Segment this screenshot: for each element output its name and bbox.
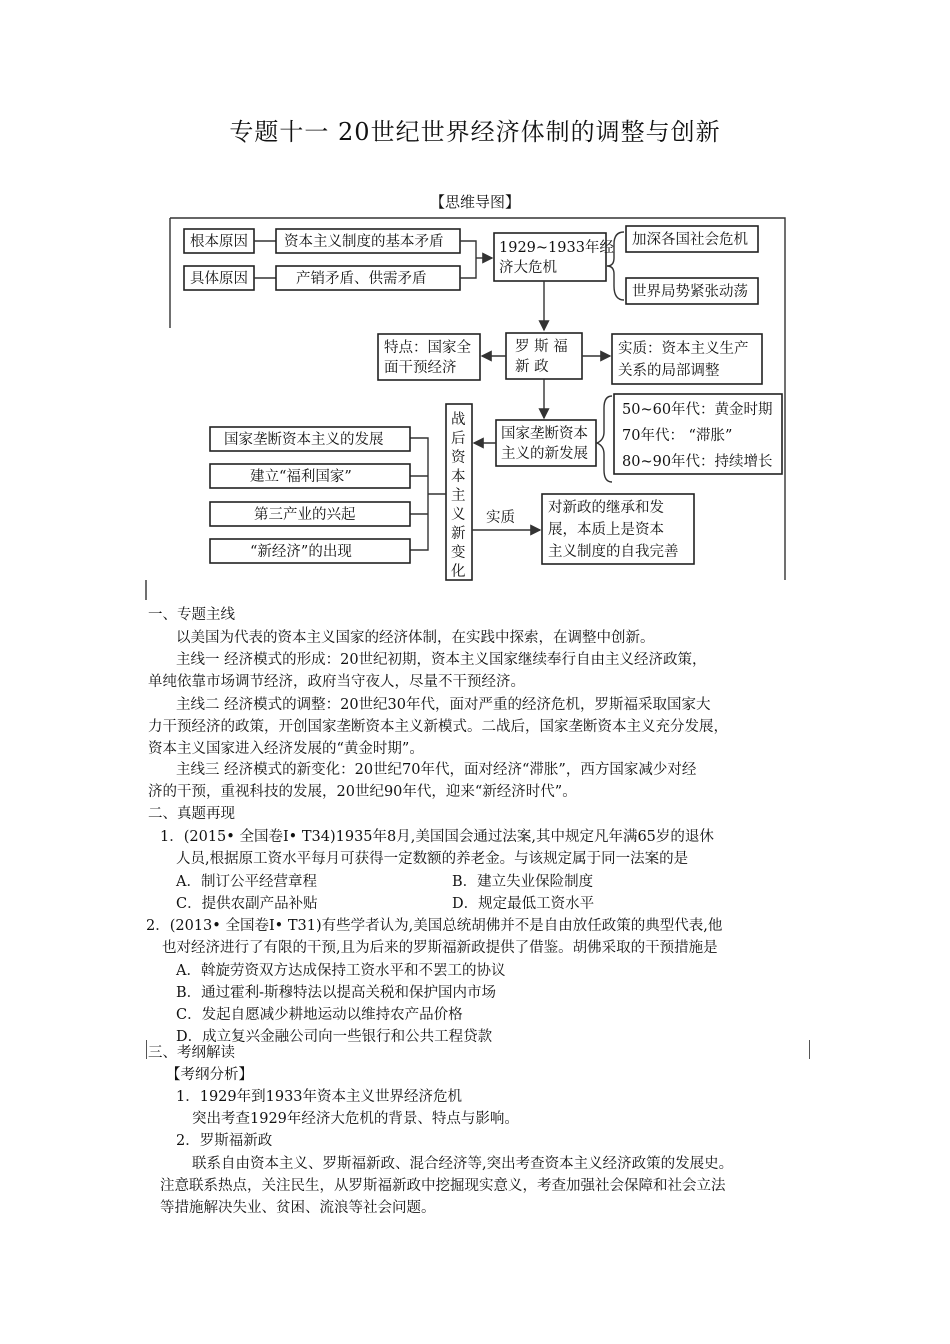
left3: 第三产业的兴起: [254, 507, 356, 523]
feature-l1: 特点：国家全: [384, 340, 471, 356]
inherit-l2: 展，本质上是资本: [548, 522, 664, 538]
q2-option-d: D．成立复兴金融公司向一些银行和公共工程贷款: [176, 1029, 493, 1045]
essence-arrow-label: 实质: [486, 510, 515, 526]
direct-cause: 产销矛盾、供需矛盾: [296, 271, 427, 287]
essence-l2: 关系的局部调整: [618, 363, 720, 379]
mind-map-diagram: [0, 0, 950, 600]
q1-option-c: C．提供农副产品补贴: [176, 896, 318, 912]
essence-l1: 实质：资本主义生产: [618, 341, 749, 357]
period3: 80~90年代：持续增长: [622, 454, 773, 470]
sec1-p2a: 主线二 经济模式的调整：20世纪30年代，面对严重的经济危机，罗斯福采取国家大: [176, 697, 711, 713]
direct-cause-label: 具体原因: [190, 271, 248, 287]
period1: 50~60年代：黄金时期: [622, 402, 773, 418]
root-cause-label: 根本原因: [190, 234, 248, 250]
sec3-item2-c: 等措施解决失业、贫困、流浪等社会问题。: [160, 1200, 436, 1216]
mindmap-label: 【思维导图】: [429, 193, 520, 211]
sec1-p2c: 资本主义国家进入经济发展的“黄金时期”。: [148, 741, 424, 757]
postwar-char: 资: [451, 450, 466, 466]
effect1: 加深各国社会危机: [632, 232, 748, 248]
q2-stem-b: 也对经济进行了有限的干预,且为后来的罗斯福新政提供了借鉴。胡佛采取的干预措施是: [162, 940, 718, 956]
sec1-p3a: 主线三 经济模式的新变化：20世纪70年代，面对经济“滞胀”，西方国家减少对经: [176, 762, 697, 778]
left2: 建立“福利国家”: [250, 469, 352, 485]
q1-stem-a: 1．(2015• 全国卷Ⅰ• T34)1935年8月,美国国会通过法案,其中规定凡年满65岁的退休: [160, 829, 714, 845]
postwar-char: 主: [451, 488, 466, 504]
effect2: 世界局势紧张动荡: [632, 284, 748, 300]
sec2-heading: 二、真题再现: [148, 806, 235, 822]
monopoly-l1: 国家垄断资本: [501, 426, 588, 442]
postwar-char: 本: [451, 469, 466, 485]
monopoly-l2: 主义的新发展: [501, 446, 588, 462]
q1-option-a: A．制订公平经营章程: [176, 874, 317, 890]
feature-l2: 面干预经济: [384, 360, 457, 376]
sec1-p2b: 力干预经济的政策，开创国家垄断资本主义新模式。二战后，国家垄断资本主义充分发展，: [148, 719, 728, 735]
sec3-item2: 2．罗斯福新政: [176, 1133, 273, 1149]
inherit-l1: 对新政的继承和发: [548, 500, 664, 516]
sec1-p1a: 主线一 经济模式的形成：20世纪初期，资本主义国家继续奉行自由主义经济政策，: [176, 652, 707, 668]
postwar-char: 新: [451, 526, 466, 542]
q1-stem-b: 人员,根据原工资水平每月可获得一定数额的养老金。与该规定属于同一法案的是: [176, 851, 689, 867]
postwar-char: 义: [451, 507, 466, 523]
postwar-char: 化: [451, 564, 466, 580]
inherit-l3: 主义制度的自我完善: [548, 544, 679, 560]
sec3-item1: 1．1929年到1933年资本主义世界经济危机: [176, 1089, 463, 1105]
q2-option-b: B．通过霍利-斯穆特法以提高关税和保护国内市场: [176, 985, 497, 1001]
sec3-subheading: 【考纲分析】: [166, 1067, 253, 1083]
sec3-heading-frame: [146, 1040, 810, 1059]
left1: 国家垄断资本主义的发展: [224, 432, 384, 448]
new-deal-l1: 罗 斯 福: [515, 339, 568, 355]
q1-option-b: B．建立失业保险制度: [452, 874, 594, 890]
crisis-l1: 1929~1933年经: [499, 240, 614, 256]
sec1-p1b: 单纯依靠市场调节经济，政府当守夜人，尽量不干预经济。: [148, 674, 525, 690]
q2-stem-a: 2．(2013• 全国卷Ⅰ• T31)有些学者认为,美国总统胡佛并不是自由放任政策的典型代表,他: [146, 918, 723, 934]
q2-option-a: A．斡旋劳资双方达成保持工资水平和不罢工的协议: [176, 963, 506, 979]
postwar-char: 变: [451, 545, 466, 561]
q1-option-d: D．规定最低工资水平: [452, 896, 595, 912]
postwar-char: 后: [451, 431, 466, 447]
left4: “新经济”的出现: [250, 544, 352, 560]
sec3-item2-b: 注意联系热点，关注民生，从罗斯福新政中挖掘现实意义，考查加强社会保障和社会立法: [160, 1178, 726, 1194]
crisis-l2: 济大危机: [499, 260, 557, 276]
postwar-char: 战: [451, 412, 466, 428]
q2-option-c: C．发起自愿减少耕地运动以维持农产品价格: [176, 1007, 463, 1023]
root-cause: 资本主义制度的基本矛盾: [284, 234, 444, 250]
new-deal-l2: 新 政: [515, 359, 549, 375]
sec3-heading: 三、考纲解读: [148, 1045, 235, 1061]
period2: 70年代： “滞胀”: [622, 428, 733, 444]
sec1-p0: 以美国为代表的资本主义国家的经济体制，在实践中探索，在调整中创新。: [176, 630, 655, 646]
sec1-heading: 一、专题主线: [148, 607, 235, 623]
sec3-item2-a: 联系自由资本主义、罗斯福新政、混合经济等,突出考查资本主义经济政策的发展史。: [192, 1156, 734, 1172]
sec1-p3b: 济的干预，重视科技的发展，20世纪90年代，迎来“新经济时代”。: [148, 784, 577, 800]
sec3-item1-desc: 突出考查1929年经济大危机的背景、特点与影响。: [192, 1111, 519, 1127]
page-title: 专题十一 20世纪世界经济体制的调整与创新: [229, 118, 721, 146]
